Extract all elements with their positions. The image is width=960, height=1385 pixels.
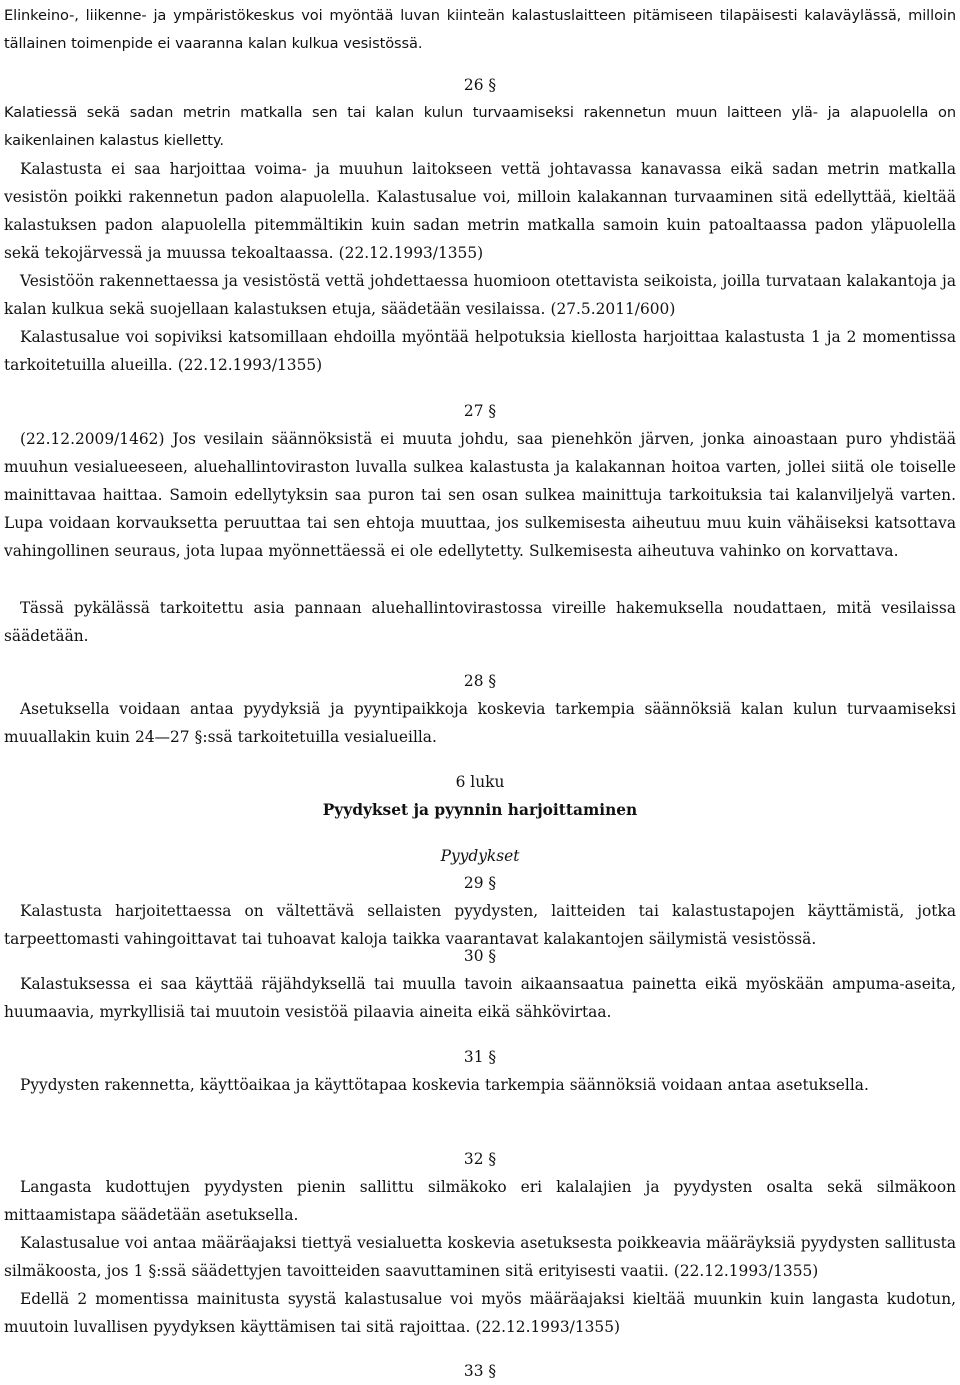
section-31-paragraph-1: Pyydysten rakennetta, käyttöaikaa ja käyttötapaa koskevia tarkempia säännöksiä voidaan antaa asetuksella.: [20, 1076, 869, 1094]
section-27-paragraph-2: Tässä pykälässä tarkoitettu asia pannaan aluehallintovirastossa vireille hakemuksella noudattaen, mitä vesilaissa säädetään.: [4, 599, 956, 646]
section-28-heading: 28 §: [463, 672, 497, 690]
section-30-heading: 30 §: [463, 947, 497, 965]
intro-paragraph: Elinkeino-, liikenne- ja ympäristökeskus voi myöntää luvan kiinteän kalastuslaitteen pitämiseen tilapäisesti kalaväylässä, milloin tällainen toimenpide ei vaaranna kalan kulkua vesistössä.: [4, 7, 956, 53]
section-29-paragraph-1: Kalastusta harjoitettaessa on vältettävä sellaisten pyydysten, laitteiden tai kalastustapojen käyttämistä, jotka tarpeettomasti vahingoittavat tai tuhoavat kaloja taikka vaarantavat kalakantojen säilymistä vesistössä.: [4, 902, 956, 949]
chapter-number: 6 luku: [455, 773, 505, 791]
section-29-heading: 29 §: [463, 874, 497, 892]
subsection-title: Pyydykset: [440, 847, 520, 865]
section-26-paragraph-3: Vesistöön rakennettaessa ja vesistöstä vettä johdettaessa huomioon otettavista seikoista, joilla turvataan kalakantoja ja kalan kulkua sekä suojellaan kalastuksen etuja, säädetään vesilaissa. (27.5.2011/600): [4, 272, 956, 319]
section-27-heading: 27 §: [463, 402, 497, 420]
section-30-paragraph-1: Kalastuksessa ei saa käyttää räjähdyksellä tai muulla tavoin aikaansaatua painetta eikä myöskään ampuma-aseita, huumaavia, myrkyllisiä tai muutoin vesistöä pilaavia aineita eikä sähkövirtaa.: [4, 975, 956, 1022]
section-26-heading: 26 §: [463, 76, 497, 94]
chapter-title: Pyydykset ja pyynnin harjoittaminen: [322, 801, 638, 819]
section-32-paragraph-3: Edellä 2 momentissa mainitusta syystä kalastusalue voi myös määräajaksi kieltää muunkin kuin langasta kudotun, muutoin luvallisen pyydyksen käyttämisen tai sitä rajoittaa. (22.12.1993/1355): [4, 1290, 956, 1337]
section-31-heading: 31 §: [463, 1048, 497, 1066]
section-26-paragraph-1: Kalatiessä sekä sadan metrin matkalla sen tai kalan kulun turvaamiseksi rakennetun muun laitteen ylä- ja alapuolella on kaikenlainen kalastus kielletty.: [4, 104, 956, 150]
section-32-paragraph-2: Kalastusalue voi antaa määräajaksi tiettyä vesialuetta koskevia asetuksesta poikkeavia määräyksiä pyydysten sallitusta silmäkoosta, jos 1 §:ssä säädettyjen tavoitteiden saavuttaminen sitä erityisesti vaatii. (22.12.1993/1355): [4, 1234, 956, 1281]
section-27-paragraph-1: (22.12.2009/1462) Jos vesilain säännöksistä ei muuta johdu, saa pienehkön järven, jonka ainoastaan puro yhdistää muuhun vesialueeseen, aluehallintoviraston luvalla sulkea kalastusta ja kalakannan hoitoa varten, jollei siitä ole toiselle mainittavaa haittaa. Samoin edellytyksin saa puron tai sen osan sulkea mainittuja tarkoituksia tai kalanviljelyä varten. Lupa voidaan korvauksetta peruuttaa tai sen ehtoja muuttaa, jos sulkemisesta aiheutuu muu kuin vähäiseksi katsottava vahingollinen seuraus, jota lupaa myönnettäessä ei ole edellytetty. Sulkemisesta aiheutuva vahinko on korvattava.: [4, 430, 956, 561]
section-33-heading: 33 §: [463, 1362, 497, 1380]
section-32-paragraph-1: Langasta kudottujen pyydysten pienin sallittu silmäkoko eri kalalajien ja pyydysten osalta sekä silmäkoon mittaamistapa säädetään asetuksella.: [4, 1178, 956, 1225]
section-26-paragraph-4: Kalastusalue voi sopiviksi katsomillaan ehdoilla myöntää helpotuksia kiellosta harjoittaa kalastusta 1 ja 2 momentissa tarkoitetuilla alueilla. (22.12.1993/1355): [4, 328, 956, 375]
section-26-paragraph-2: Kalastusta ei saa harjoittaa voima- ja muuhun laitokseen vettä johtavassa kanavassa eikä sadan metrin matkalla vesistön poikki rakennetun padon alapuolella. Kalastusalue voi, milloin kalakannan turvaaminen sitä edellyttää, kieltää kalastuksen padon alapuolella pitemmältikin kuin sadan metrin matkalla samoin kuin patoaltaassa padon yläpuolella sekä tekojärvessä ja muussa tekoaltaassa. (22.12.1993/1355): [4, 160, 956, 263]
section-32-heading: 32 §: [463, 1150, 497, 1168]
section-28-paragraph-1: Asetuksella voidaan antaa pyydyksiä ja pyyntipaikkoja koskevia tarkempia säännöksiä kalan kulun turvaamiseksi muuallakin kuin 24—27 §:ssä tarkoitetuilla vesialueilla.: [4, 700, 956, 747]
